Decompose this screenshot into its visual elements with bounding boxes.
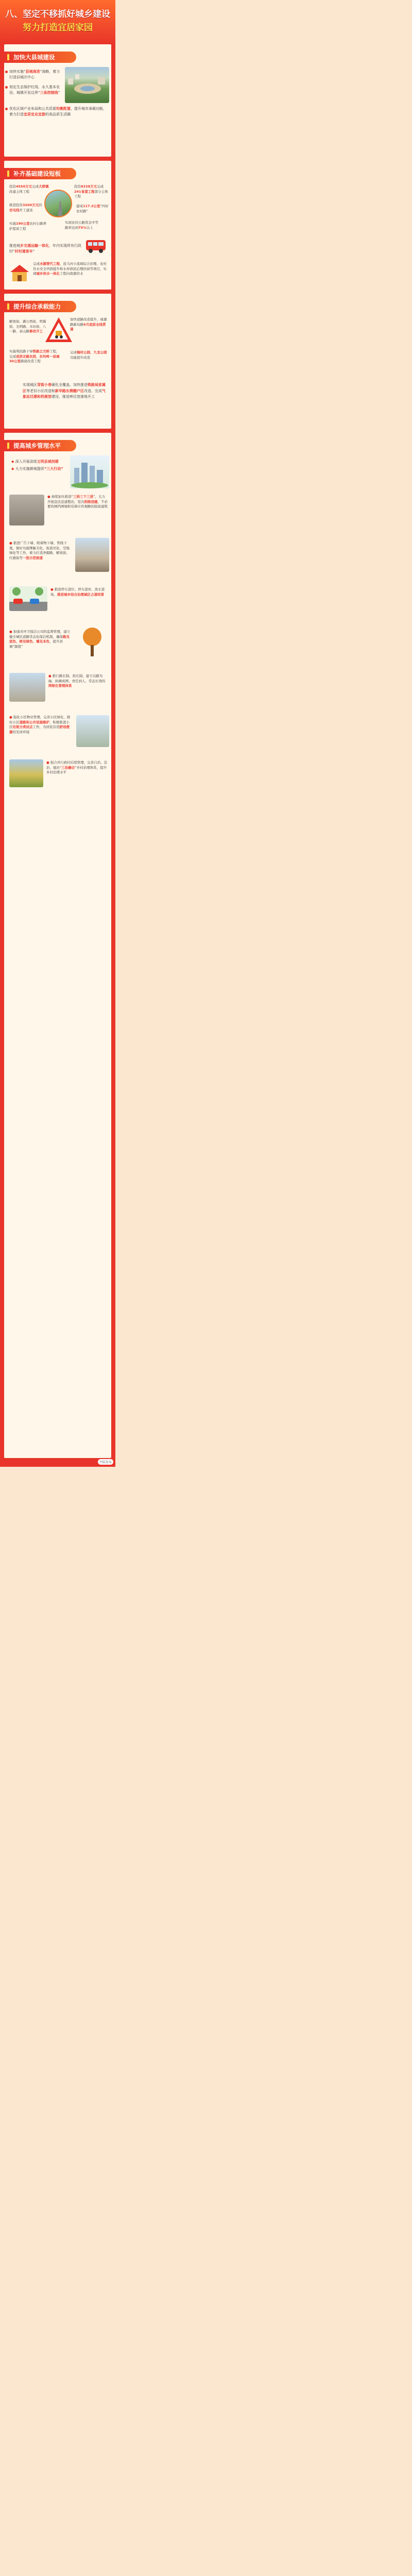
street-photo — [75, 538, 109, 572]
section-title: 补齐基础建设短板 — [4, 168, 76, 179]
page-title-line2: 努力打造宜居家园 — [23, 23, 93, 33]
bus-text: 推进城乡交通运输一体化，年内实现所有行政村“村村通客车” — [9, 244, 81, 253]
village-photo — [9, 759, 43, 787]
demolition-text: ● 持续加压推进“三拆三下三进”，大力开展违法违建整治，坚决拆除违建、不必要的围挡围墙和有碍市容观瞻的临街建筑 — [47, 495, 108, 509]
village-governance-text: ● 强合并行政村后续管理，完善自治、法治、德治“三治融合”乡村治理体系，提升乡村治理水平 — [46, 760, 108, 774]
watermark-logo: 平陆发布 — [98, 1459, 113, 1465]
water-text: 完成水源替代工程、连马河小流域综合治理、农村饮水安全巩固提升和水库移民后期扶持等项目，实现城乡供水一体化工程向南惠供水 — [33, 262, 107, 276]
capacity-paragraph: 实现城区背街小巷硬化全覆盖。加快推进铁路局家属区等老旧小区改造和新华路东侧棚户区改造。完成气象站迁建和档案馆建设，推进殡仪馆落地开工 — [23, 383, 106, 399]
bullet-dot-icon — [5, 108, 8, 110]
item-road-quality: 实现农村公路优良中等路率达到75%以上 — [65, 221, 98, 230]
item-road-maintenance: 实施190公里农村公路养护提质工程 — [9, 222, 47, 231]
item-yuetun-line: 推进投资3200万元的岳屯线开工建设 — [9, 203, 42, 212]
section-capacity — [4, 294, 111, 429]
item-bridge: 投资4550万元完成大桥镇改建主体工程 — [9, 184, 49, 194]
bullet-dot-icon — [5, 86, 8, 89]
city-skyline-illustration — [70, 455, 109, 488]
community-text: ● 强化小区物业管理，完善小区绿化，做好小区道路和公共设施维护，积极推进小区垃圾分类试点工作，为居民营造舒适便捷的安居环境 — [9, 715, 71, 734]
section-title: 加快大县城建设 — [4, 52, 76, 63]
action-civilized-county: ◆ 深入开展省级文明县城创建 — [11, 460, 59, 464]
bullet-dot-icon — [5, 71, 8, 73]
city-park-photo — [65, 67, 109, 103]
bus-icon — [85, 239, 106, 256]
demolition-photo — [9, 495, 44, 526]
action-three-actions: ◆ 大力实施颜城提质“三大行动” — [11, 467, 63, 471]
section-title: 提高城乡管理水平 — [4, 440, 76, 451]
item-streets: 解放街、潞公西街、明翼街、光明路、木坊街、八一路、泰山路修改开工 — [9, 319, 46, 333]
construction-warning-icon — [44, 316, 73, 345]
grid-management-photo — [9, 673, 45, 702]
page-title-line1: 八、坚定不移抓好城乡建设 — [5, 9, 110, 20]
section-county-construction — [4, 44, 111, 157]
section-management — [4, 433, 111, 1458]
sanitation-text: ● 加强对环卫保洁公司的监督管理，建立健全城区道路常态化保洁机制，确保路见底色、树见绿色、墙见本色，提升县城“颜值” — [9, 630, 71, 649]
grid-management-text: ● 推行路长制、街长制，建立以路为轴、纵横成网、责任到人、常态长效的网格化管理体系 — [48, 674, 106, 688]
item-parks: 完成梅村公园、九龙公园功能提升改造 — [70, 350, 107, 360]
parking-illustration — [9, 586, 47, 611]
item-road-upgrade: 加快道路改造提升，琢源路新局路6月底前全线贯通 — [70, 317, 107, 331]
bullet-item: 优化区域产业布局和公共资源均衡配置，提升城市承载功能，着力打造宜居宜业宜游的高品质生活圈 — [9, 106, 107, 117]
section-title: 提升综合承载能力 — [4, 301, 76, 312]
tree-icon — [79, 626, 105, 659]
item-railway-bridge: 实施利民路下穿铁路立交桥工程，完成成洪北路东段、东均岭一县城30公里路面改造工程 — [9, 349, 60, 363]
header-banner — [0, 0, 115, 44]
house-icon — [9, 264, 30, 284]
parking-text: ● 推进停车进位、停车进库、洗车进场，推进城乡结合治理城区占道经营 — [50, 587, 105, 597]
bullet-item: 加快实施“县城南进”战略，着力打造县城次中心 — [9, 69, 61, 80]
street-improve-text: ● 推进广告下墙、附着物下墙、管线下地，做好功能牌匾美化、街道亮化、空地绿化等工作，着力打造净源路、解放街、红旗街等一批示范街道 — [9, 541, 70, 560]
bullet-item: 划定生态保护红线、永久基本农田、城镇开发边界“三条控制线” — [9, 84, 61, 96]
residential-photo — [76, 715, 109, 747]
section-infrastructure — [4, 161, 111, 290]
item-rural-roads: 建成117.3公里“四好农村路” — [76, 204, 109, 213]
item-provincial-road: 投资8338万元完成241省道工程部分主体工程 — [74, 184, 108, 198]
